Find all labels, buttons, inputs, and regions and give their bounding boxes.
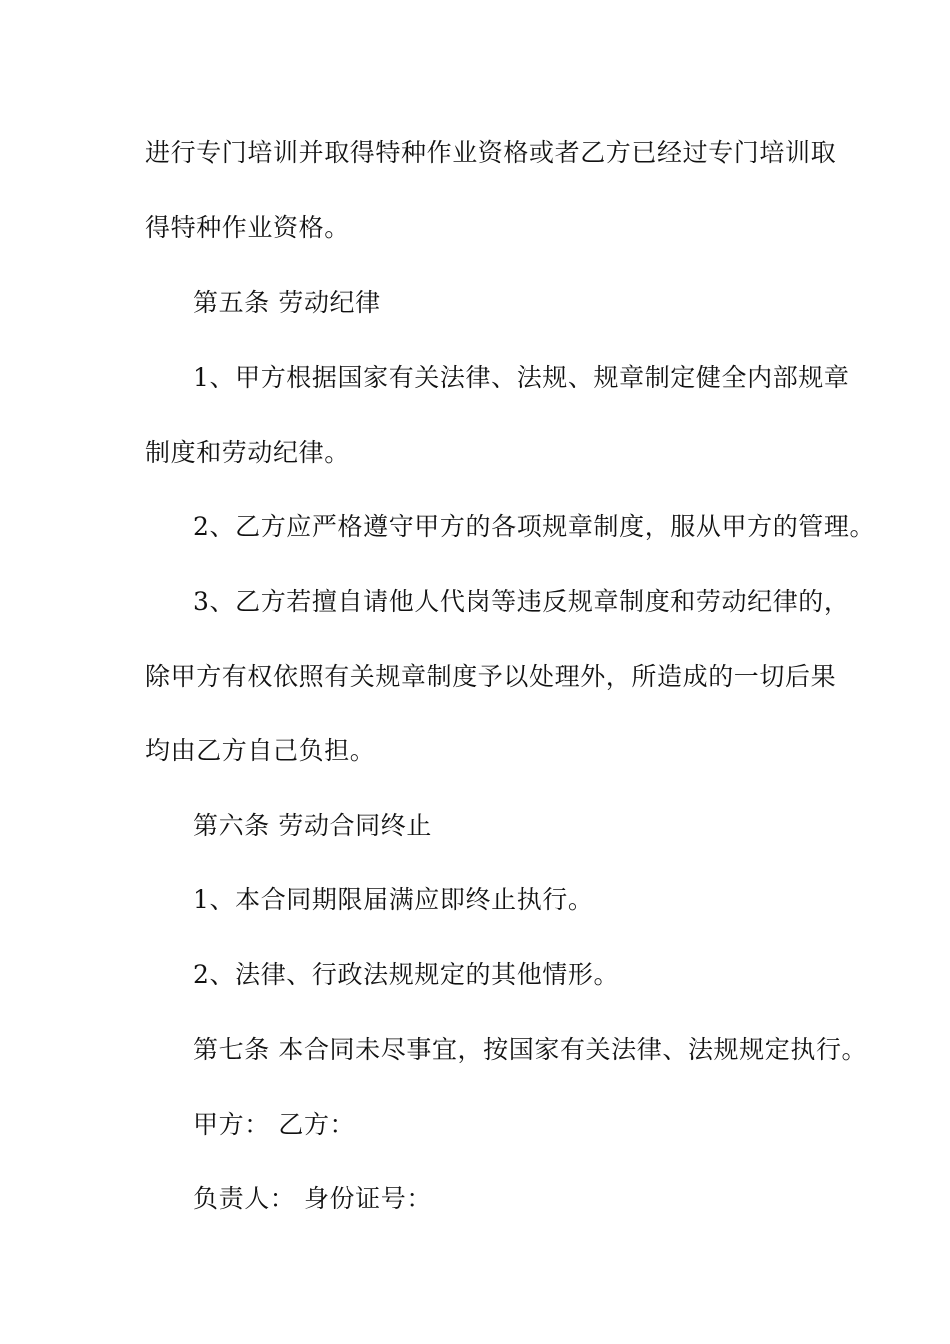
paragraph-line-9: 均由乙方自己负担。 [145,736,376,765]
section-heading-6: 第六条 劳动合同终止 [193,811,432,840]
paragraph-line-6: 2、乙方应严格遵守甲方的各项规章制度，服从甲方的管理。 [193,512,876,541]
paragraph-line-4: 1、甲方根据国家有关法律、法规、规章制定健全内部规章 [193,363,850,392]
section-heading-7: 第七条 本合同未尽事宜，按国家有关法律、法规规定执行。 [193,1035,868,1064]
signature-party-line: 甲方： 乙方： [193,1110,356,1139]
paragraph-line-1: 进行专门培训并取得特种作业资格或者乙方已经过专门培训取 [145,138,837,167]
paragraph-line-8: 除甲方有权依照有关规章制度予以处理外，所造成的一切后果 [145,662,837,691]
paragraph-line-12: 2、法律、行政法规规定的其他情形。 [193,960,620,989]
paragraph-line-2: 得特种作业资格。 [145,213,350,242]
paragraph-line-11: 1、本合同期限届满应即终止执行。 [193,885,594,914]
signature-id-line: 负责人： 身份证号： [193,1184,432,1213]
section-heading-5: 第五条 劳动纪律 [193,288,381,317]
paragraph-line-7: 3、乙方若擅自请他人代岗等违反规章制度和劳动纪律的， [193,587,850,616]
paragraph-line-5: 制度和劳动纪律。 [145,438,350,467]
